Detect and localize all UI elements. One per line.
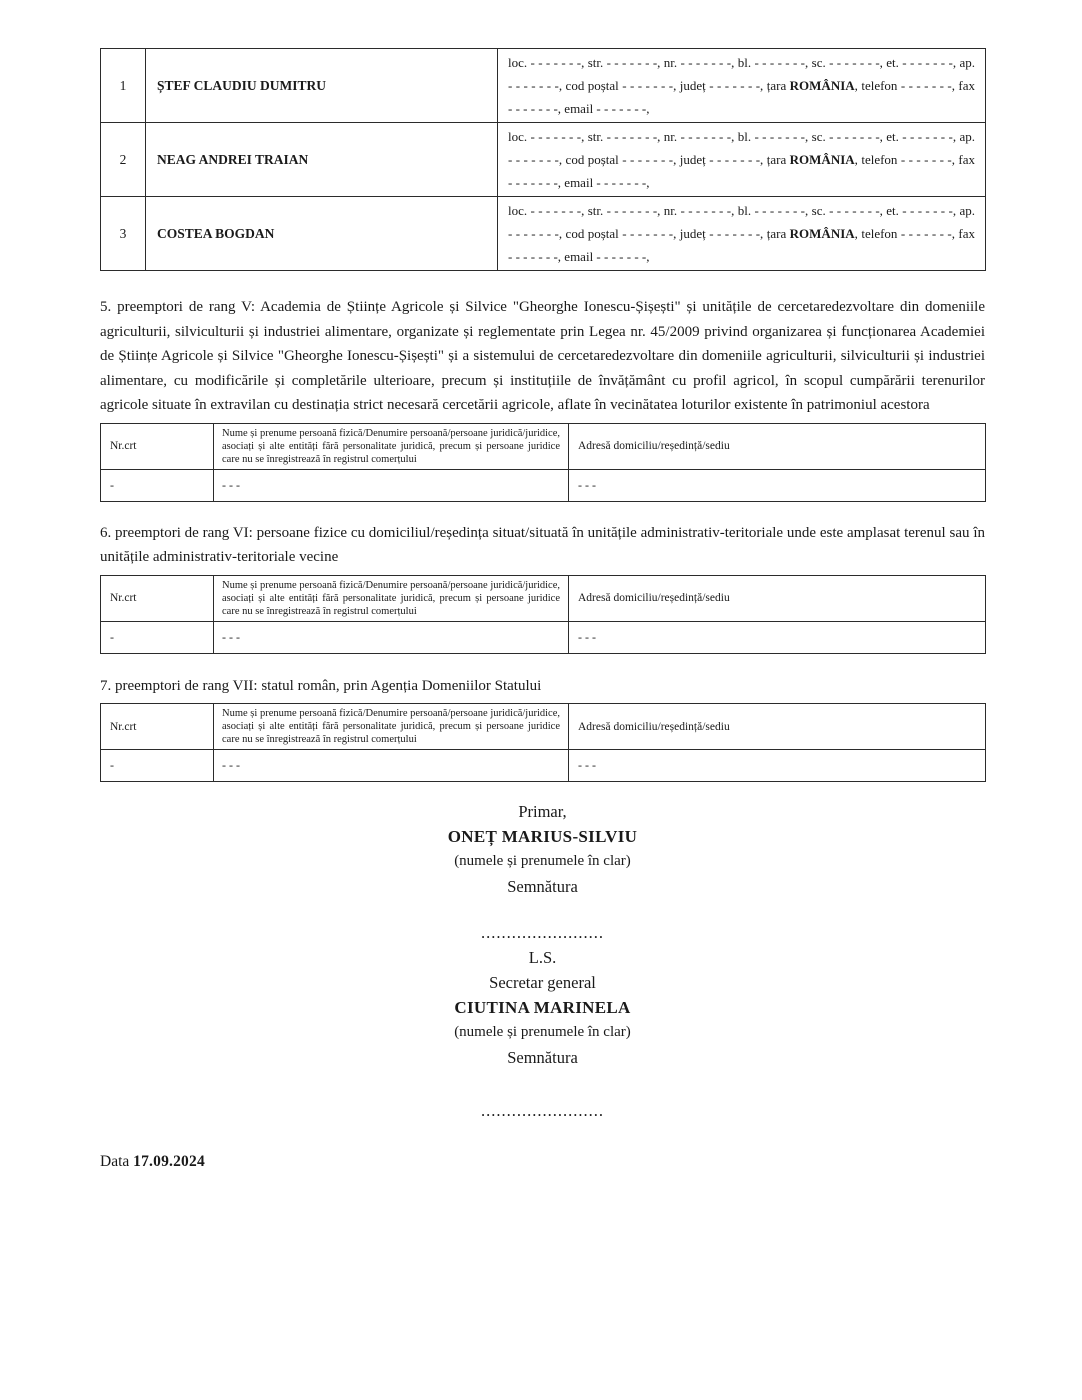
signature-block	[100, 799, 985, 1123]
preemptor-name-cell: COSTEA BOGDAN	[146, 197, 498, 271]
address-cell	[498, 197, 986, 271]
address-header: Adresă domiciliu/reședință/sediu	[569, 423, 986, 469]
row-number-cell: 2	[101, 123, 146, 197]
nr-crt-value: -	[101, 621, 214, 653]
address-value: - - -	[569, 621, 986, 653]
nr-crt-header: Nr.crt	[101, 423, 214, 469]
table-row	[101, 49, 986, 123]
secretary-title: Secretar general	[489, 973, 596, 992]
primar-title: Primar,	[518, 802, 567, 821]
section-paragraph-rank-v: 5. preemptori de rang V: Academia de Științe Agricole și Silvice "Gheorghe Ionescu-Șișești" și unitățile de cercetaredezvoltare din domeniile agriculturii, silviculturii și industriei alimentare, organizate și reglementate prin Legea nr. 45/2009 privind organizarea și funcționarea Academiei de Științe Agricole și Silvice "Gheorghe Ionescu-Șișești" și a sistemului de cercetaredezvoltare din domeniile agriculturii, silviculturii și industriei alimentare, cu modificările și completările ulterioare, precum și instituțiile de învățământ cu profil agricol, în scopul cumpărării terenurilor agricole situate în extravilan cu destinația strict necesară cercetării agricole, aflate în vecinătatea loturilor existente în patrimoniul acestora	[100, 299, 985, 413]
name-note: (numele și prenumele în clar)	[454, 1024, 631, 1040]
country-name: ROMÂNIA	[789, 78, 855, 93]
ls-label: L.S.	[528, 948, 557, 967]
address-text: , telefon - - - - - - -, fax - - - - - - -, email - - - - - - -,	[508, 78, 975, 116]
name-value: - - -	[214, 750, 569, 782]
nr-crt-header: Nr.crt	[101, 575, 214, 621]
table-header-row	[101, 575, 986, 621]
secretary-name: CIUTINA MARINELA	[454, 998, 631, 1017]
signature-label: Semnătura	[507, 1048, 578, 1067]
name-value: - - -	[214, 469, 569, 501]
nr-crt-header: Nr.crt	[101, 704, 214, 750]
address-cell	[498, 123, 986, 197]
name-header: Nume și prenume persoană fizică/Denumire persoană/persoane juridică/juridice, asociați și alte entități fără personalitate juridică, precum și persoane juridice care nu se înregistrează în registrul comerțului	[214, 423, 569, 469]
country-name: ROMÂNIA	[789, 152, 855, 167]
address-text: loc. - - - - - - -, str. - - - - - - -, nr. - - - - - - -, bl. - - - - - - -, sc. - - - - - - -, et. - - - - - - -, ap. - - - - - - -, cod poștal - - - - - - -, județ - - - - - - -, țara	[508, 55, 975, 93]
rank-v-table	[100, 423, 986, 502]
address-header: Adresă domiciliu/reședință/sediu	[569, 704, 986, 750]
section-paragraph-rank-vi: 6. preemptori de rang VI: persoane fizice cu domiciliul/reședința situat/situată în unitățile administrativ-teritoriale unde este amplasat terenul sau în unitățile administrativ-teritoriale vecine	[100, 524, 985, 565]
name-value: - - -	[214, 621, 569, 653]
country-name: ROMÂNIA	[789, 226, 855, 241]
rank-vii-table	[100, 703, 986, 782]
address-text: , telefon - - - - - - -, fax - - - - - - -, email - - - - - - -,	[508, 226, 975, 264]
rank-vi-table	[100, 575, 986, 654]
table-row	[101, 621, 986, 653]
preemptor-name-cell: ȘTEF CLAUDIU DUMITRU	[146, 49, 498, 123]
address-cell	[498, 49, 986, 123]
address-value: - - -	[569, 750, 986, 782]
table-row	[101, 197, 986, 271]
row-number-cell: 1	[101, 49, 146, 123]
table-header-row	[101, 423, 986, 469]
signature-dotted-line: ........................	[481, 923, 604, 942]
date-line	[100, 1153, 205, 1171]
date-value: 17.09.2024	[133, 1153, 205, 1170]
nr-crt-value: -	[101, 750, 214, 782]
signature-dotted-line: ........................	[481, 1101, 604, 1120]
name-header: Nume și prenume persoană fizică/Denumire persoană/persoane juridică/juridice, asociați și alte entități fără personalitate juridică, precum și persoane juridice care nu se înregistrează în registrul comerțului	[214, 704, 569, 750]
address-text: loc. - - - - - - -, str. - - - - - - -, nr. - - - - - - -, bl. - - - - - - -, sc. - - - - - - -, et. - - - - - - -, ap. - - - - - - -, cod poștal - - - - - - -, județ - - - - - - -, țara	[508, 129, 975, 167]
signature-label: Semnătura	[507, 877, 578, 896]
preemptors-list-table	[100, 48, 986, 271]
table-row	[101, 123, 986, 197]
address-text: , telefon - - - - - - -, fax - - - - - - -, email - - - - - - -,	[508, 152, 975, 190]
table-header-row	[101, 704, 986, 750]
primar-name: ONEȚ MARIUS-SILVIU	[447, 827, 638, 846]
name-note: (numele și prenumele în clar)	[454, 853, 631, 869]
table-row	[101, 750, 986, 782]
preemptor-name-cell: NEAG ANDREI TRAIAN	[146, 123, 498, 197]
nr-crt-value: -	[101, 469, 214, 501]
address-header: Adresă domiciliu/reședință/sediu	[569, 575, 986, 621]
table-row	[101, 469, 986, 501]
address-text: loc. - - - - - - -, str. - - - - - - -, nr. - - - - - - -, bl. - - - - - - -, sc. - - - - - - -, et. - - - - - - -, ap. - - - - - - -, cod poștal - - - - - - -, județ - - - - - - -, țara	[508, 203, 975, 241]
name-header: Nume și prenume persoană fizică/Denumire persoană/persoane juridică/juridice, asociați și alte entități fără personalitate juridică, precum și persoane juridice care nu se înregistrează în registrul comerțului	[214, 575, 569, 621]
row-number-cell: 3	[101, 197, 146, 271]
address-value: - - -	[569, 469, 986, 501]
date-label: Data	[100, 1153, 130, 1170]
section-paragraph-rank-vii: 7. preemptori de rang VII: statul român, prin Agenția Domeniilor Statului	[100, 677, 542, 694]
